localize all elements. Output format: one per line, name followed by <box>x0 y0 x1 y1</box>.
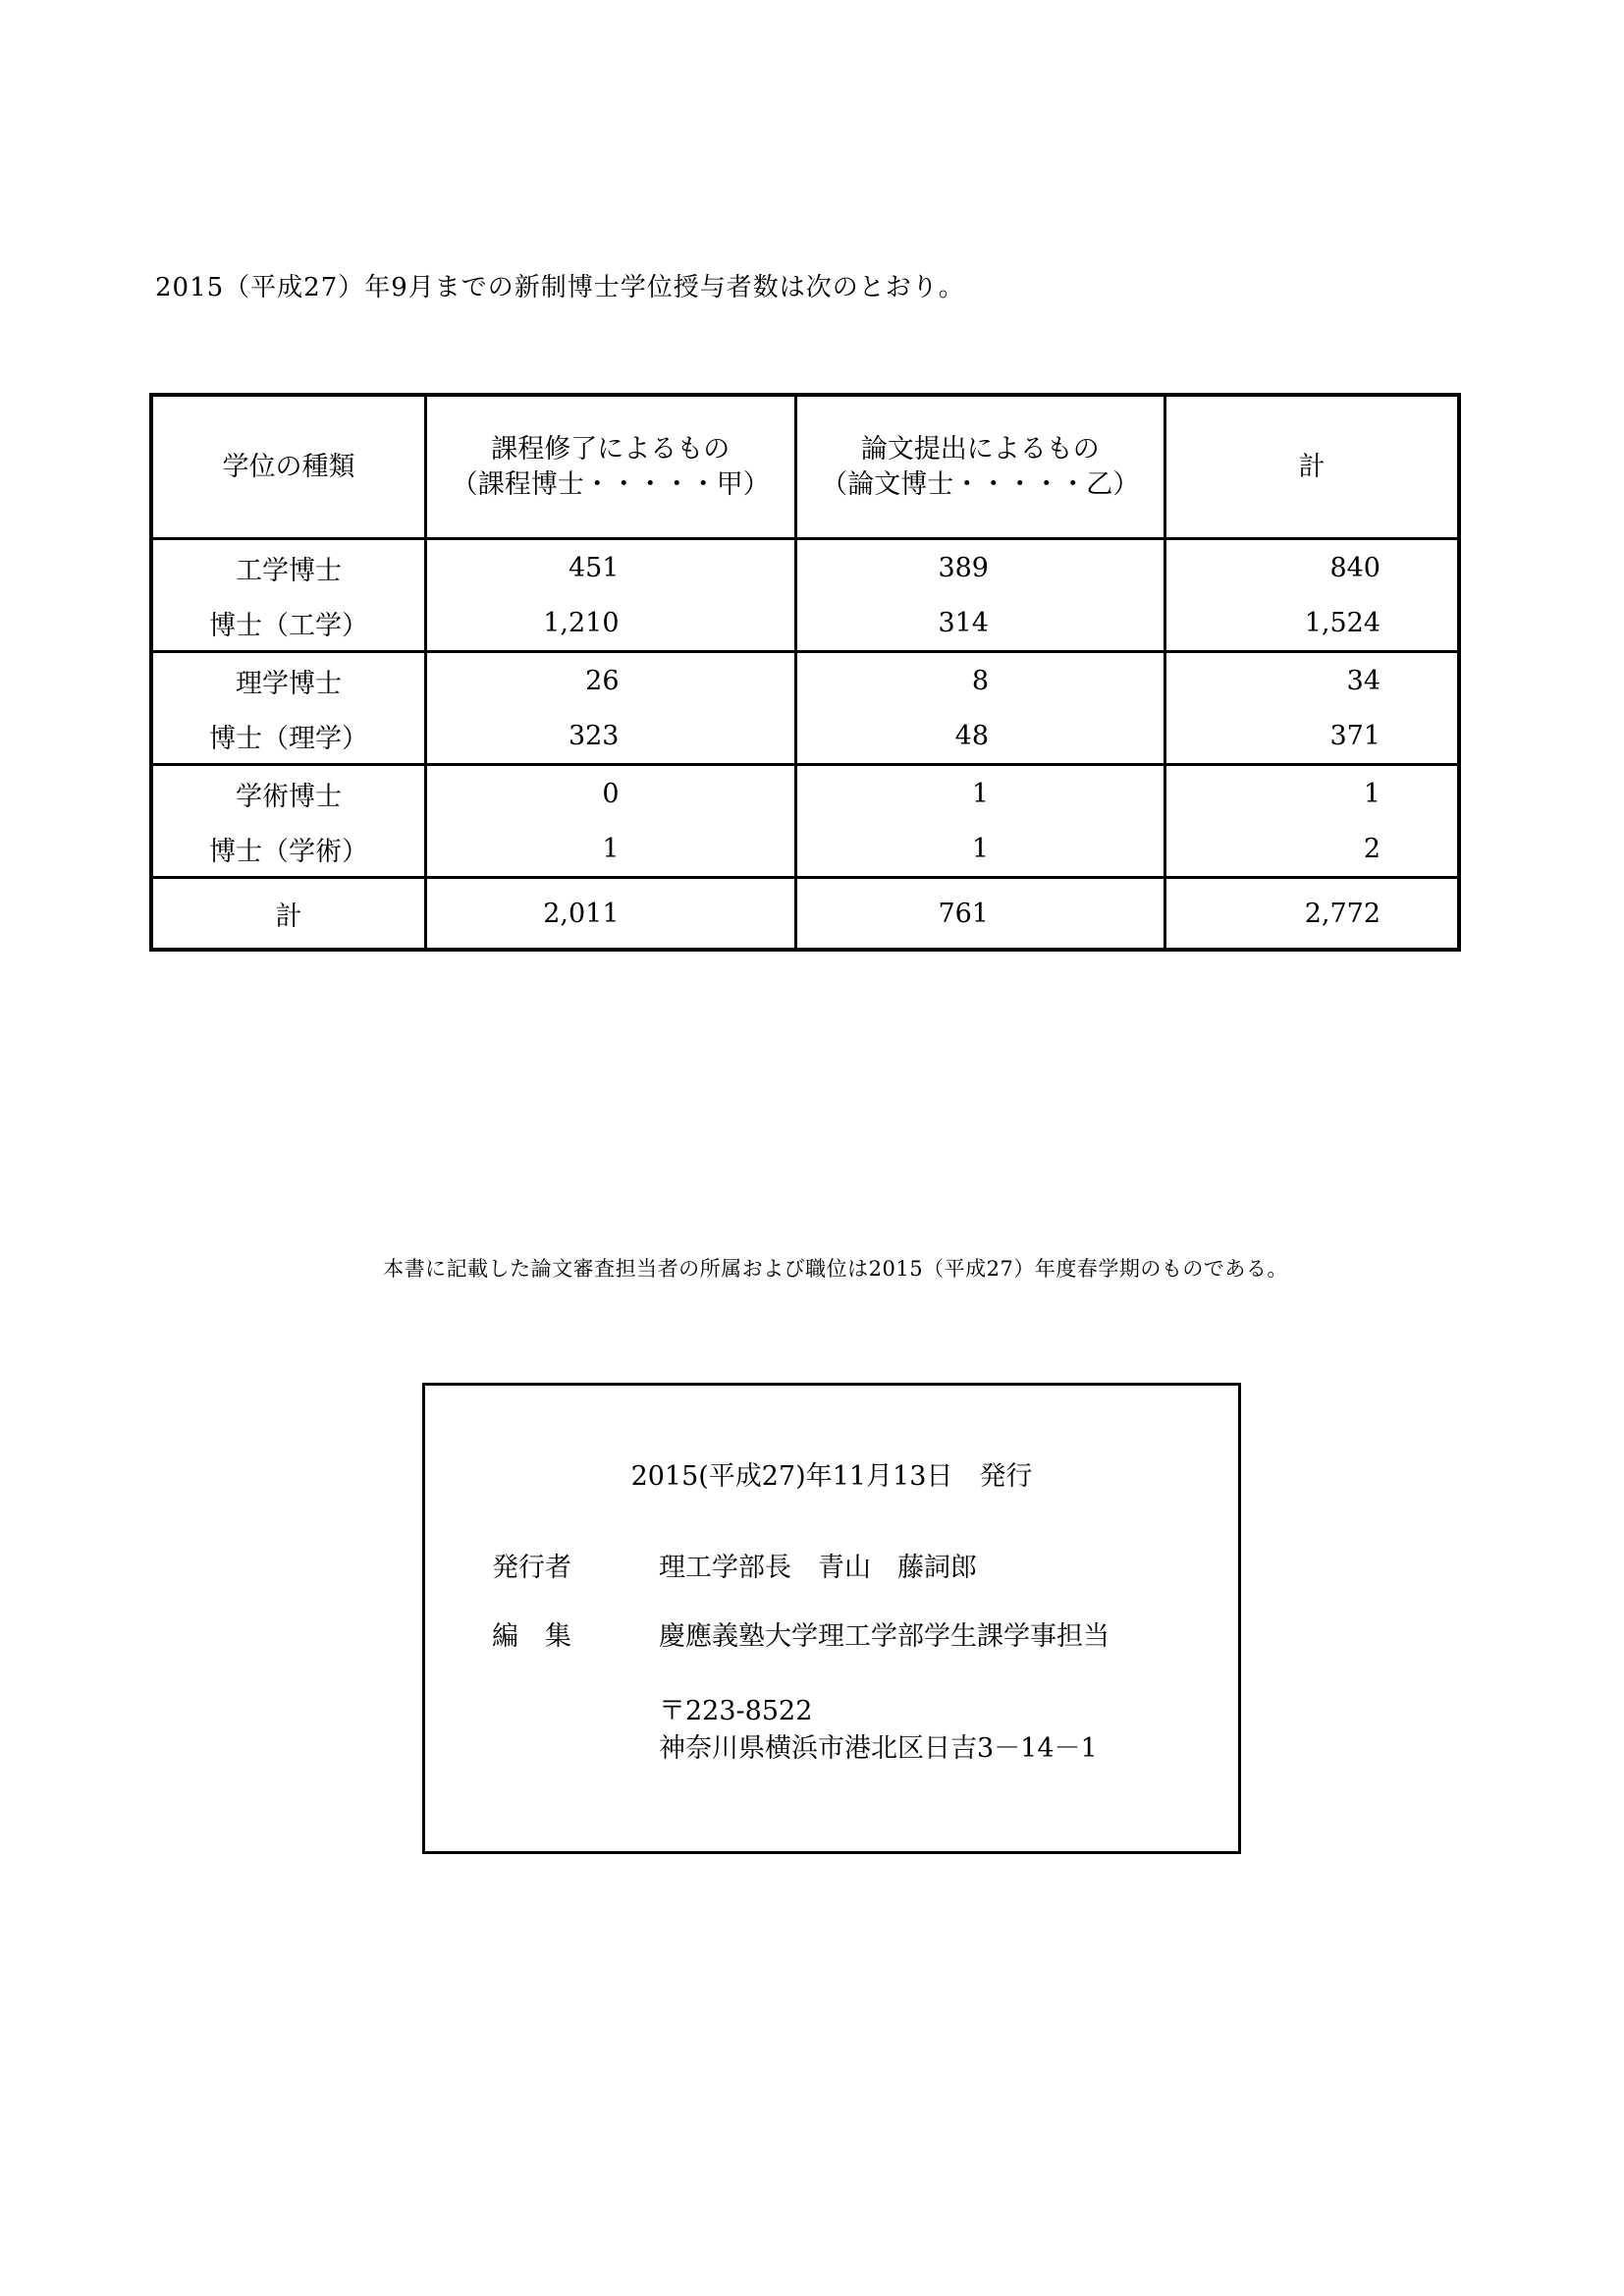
colophon-box <box>422 1383 1241 1854</box>
table-row <box>151 765 1459 822</box>
publisher-row <box>492 1546 977 1584</box>
table-row <box>151 821 1459 878</box>
table-row <box>151 652 1459 709</box>
row-total: 840 <box>1165 539 1460 596</box>
table-header-row <box>151 395 1459 539</box>
row-total: 1,524 <box>1165 595 1460 652</box>
header-thesis-line1: 論文提出によるもの <box>860 433 1100 465</box>
total-course: 2,011 <box>426 878 796 951</box>
postal-code: 〒223-8522 <box>659 1696 813 1726</box>
table-total-row <box>151 878 1459 951</box>
address: 神奈川県横浜市港北区日吉3－14－1 <box>659 1733 1098 1764</box>
editor-row <box>492 1614 1110 1653</box>
total-total: 2,772 <box>1165 878 1460 951</box>
address-block <box>659 1693 1098 1768</box>
row-course: 1,210 <box>426 595 796 652</box>
row-label: 理学博士 <box>151 652 426 709</box>
header-total: 計 <box>1165 395 1460 539</box>
row-total: 2 <box>1165 821 1460 878</box>
row-label: 博士（工学） <box>151 595 426 652</box>
row-course: 451 <box>426 539 796 596</box>
total-thesis: 761 <box>795 878 1165 951</box>
publisher-name: 理工学部長 青山 藤詞郎 <box>659 1553 977 1583</box>
total-label: 計 <box>151 878 426 951</box>
table-row <box>151 708 1459 765</box>
publisher-label: 発行者 <box>492 1553 571 1583</box>
header-course-line2: （課程博士・・・・・甲） <box>451 468 770 500</box>
table-row <box>151 539 1459 596</box>
row-thesis: 48 <box>795 708 1165 765</box>
row-course: 1 <box>426 821 796 878</box>
degree-table <box>149 393 1461 952</box>
row-total: 34 <box>1165 652 1460 709</box>
row-total: 371 <box>1165 708 1460 765</box>
header-thesis-line2: （論文博士・・・・・乙） <box>821 468 1140 500</box>
row-thesis: 1 <box>795 765 1165 822</box>
table-row <box>151 595 1459 652</box>
row-label: 博士（学術） <box>151 821 426 878</box>
row-thesis: 314 <box>795 595 1165 652</box>
row-label: 博士（理学） <box>151 708 426 765</box>
header-degree-type: 学位の種類 <box>151 395 426 539</box>
publication-date: 2015(平成27)年11月13日 発行 <box>630 1461 1033 1492</box>
row-thesis: 389 <box>795 539 1165 596</box>
row-course: 26 <box>426 652 796 709</box>
intro-text: 2015（平成27）年9月までの新制博士学位授与者数は次のとおり。 <box>155 273 965 302</box>
affiliation-note <box>0 1253 1624 1283</box>
editor-label: 編 集 <box>492 1621 571 1652</box>
row-thesis: 8 <box>795 652 1165 709</box>
row-course: 0 <box>426 765 796 822</box>
header-course <box>426 395 796 539</box>
header-thesis <box>795 395 1165 539</box>
row-course: 323 <box>426 708 796 765</box>
row-label: 工学博士 <box>151 539 426 596</box>
affiliation-note-text: 本書に記載した論文審査担当者の所属および職位は2015（平成27）年度春学期のものである。 <box>383 1257 1288 1281</box>
row-thesis: 1 <box>795 821 1165 878</box>
editor-name: 慶應義塾大学理工学部学生課学事担当 <box>659 1621 1110 1652</box>
header-course-line1: 課程修了によるもの <box>491 433 731 465</box>
row-label: 学術博士 <box>151 765 426 822</box>
row-total: 1 <box>1165 765 1460 822</box>
